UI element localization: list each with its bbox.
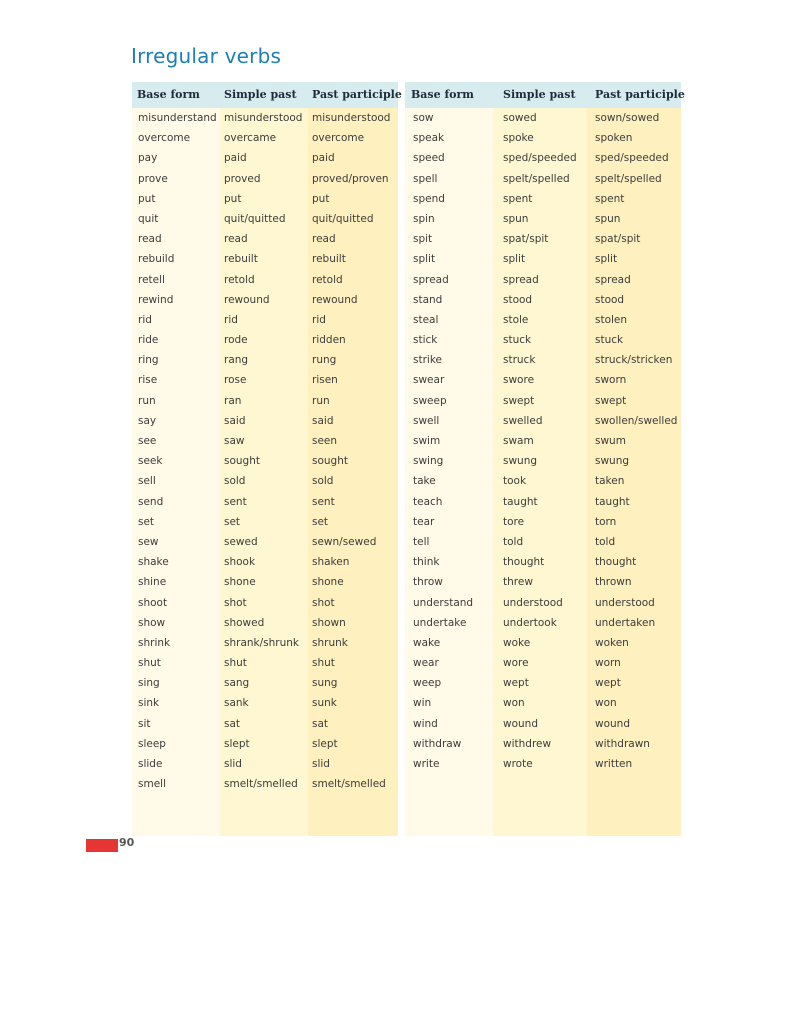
cell-base-form: sweep bbox=[413, 394, 447, 407]
cell-simple-past: wound bbox=[503, 717, 538, 730]
table-row bbox=[132, 249, 398, 269]
cell-past-participle: overcome bbox=[312, 132, 365, 145]
cell-simple-past: shut bbox=[224, 657, 247, 670]
cell-base-form: speak bbox=[413, 132, 445, 145]
cell-base-form: spin bbox=[413, 212, 435, 225]
table-header bbox=[405, 82, 685, 108]
table-row bbox=[132, 512, 398, 532]
cell-base-form: spread bbox=[413, 273, 449, 286]
cell-base-form: undertake bbox=[413, 616, 467, 629]
cell-simple-past: swelled bbox=[503, 414, 543, 427]
cell-simple-past: tore bbox=[503, 515, 525, 528]
cell-simple-past: rang bbox=[224, 354, 249, 367]
cell-past-participle: woken bbox=[595, 636, 629, 649]
table-row bbox=[405, 714, 681, 734]
cell-simple-past: sank bbox=[224, 697, 249, 710]
cell-base-form: misunderstand bbox=[138, 112, 217, 124]
cell-base-form: split bbox=[413, 253, 436, 266]
cell-base-form: teach bbox=[413, 495, 443, 508]
cell-past-participle: told bbox=[595, 535, 616, 548]
table-row bbox=[405, 451, 681, 471]
cell-past-participle: said bbox=[312, 414, 334, 427]
table-row bbox=[132, 693, 398, 713]
cell-past-participle: rebuilt bbox=[312, 253, 346, 266]
cell-simple-past: struck bbox=[503, 354, 536, 367]
cell-past-participle: sold bbox=[312, 475, 334, 488]
table-row bbox=[405, 229, 681, 249]
cell-past-participle: spoken bbox=[595, 132, 633, 145]
cell-past-participle: rewound bbox=[312, 293, 358, 306]
cell-base-form: shut bbox=[138, 657, 161, 670]
cell-past-participle: spent bbox=[595, 192, 625, 205]
table-row bbox=[132, 169, 398, 189]
table-row bbox=[405, 653, 681, 673]
cell-past-participle: paid bbox=[312, 152, 335, 165]
cell-past-participle: taught bbox=[595, 495, 630, 508]
cell-simple-past: read bbox=[224, 233, 248, 246]
cell-past-participle: split bbox=[595, 253, 618, 266]
cell-simple-past: told bbox=[503, 535, 524, 548]
cell-past-participle: set bbox=[312, 515, 329, 528]
verb-table-right bbox=[405, 82, 685, 836]
cell-base-form: overcome bbox=[138, 132, 191, 145]
cell-base-form: spend bbox=[413, 192, 445, 205]
table-row bbox=[405, 673, 681, 693]
cell-past-participle: quit/quitted bbox=[312, 212, 374, 225]
table-row bbox=[405, 350, 681, 370]
cell-base-form: wind bbox=[413, 717, 438, 730]
cell-base-form: quit bbox=[138, 212, 159, 225]
table-row bbox=[132, 229, 398, 249]
cell-past-participle: proved/proven bbox=[312, 172, 389, 185]
cell-past-participle: swung bbox=[595, 455, 630, 468]
cell-past-participle: sown/sowed bbox=[595, 112, 660, 124]
cell-past-participle: misunderstood bbox=[312, 112, 391, 124]
table-row bbox=[132, 330, 398, 350]
cell-simple-past: sewed bbox=[224, 535, 258, 548]
table-row bbox=[132, 613, 398, 633]
table-row bbox=[132, 572, 398, 592]
cell-past-participle: sought bbox=[312, 455, 348, 468]
page-number-bar bbox=[86, 839, 118, 852]
cell-past-participle: wound bbox=[595, 717, 630, 730]
table-row bbox=[405, 471, 681, 491]
cell-base-form: put bbox=[138, 192, 156, 205]
cell-past-participle: swollen/swelled bbox=[595, 414, 678, 427]
table-row bbox=[405, 754, 681, 774]
cell-simple-past: sent bbox=[224, 495, 247, 508]
cell-base-form: sing bbox=[138, 677, 160, 690]
cell-simple-past: withdrew bbox=[503, 737, 552, 750]
verb-table-left bbox=[132, 82, 402, 836]
cell-base-form: sleep bbox=[138, 737, 166, 750]
table-row bbox=[132, 148, 398, 168]
table-row bbox=[405, 552, 681, 572]
cell-past-participle: smelt/smelled bbox=[312, 778, 386, 791]
cell-simple-past: woke bbox=[503, 636, 531, 649]
cell-base-form: retell bbox=[138, 273, 165, 286]
cell-base-form: shrink bbox=[138, 636, 171, 649]
cell-simple-past: slept bbox=[224, 737, 250, 750]
cell-simple-past: stuck bbox=[503, 334, 532, 347]
table-row bbox=[405, 512, 681, 532]
cell-base-form: set bbox=[138, 515, 155, 528]
table-row bbox=[405, 391, 681, 411]
table-header bbox=[132, 82, 402, 108]
cell-past-participle: put bbox=[312, 192, 330, 205]
cell-simple-past: proved bbox=[224, 172, 261, 185]
cell-simple-past: shone bbox=[224, 576, 256, 589]
cell-simple-past: spelt/spelled bbox=[503, 172, 570, 185]
cell-base-form: prove bbox=[138, 172, 168, 185]
cell-simple-past: split bbox=[503, 253, 526, 266]
cell-past-participle: slid bbox=[312, 758, 330, 770]
table-row bbox=[132, 350, 398, 370]
table-row bbox=[405, 593, 681, 613]
table-row bbox=[405, 693, 681, 713]
cell-past-participle: stood bbox=[595, 293, 625, 306]
cell-simple-past: spoke bbox=[503, 132, 534, 145]
cell-past-participle: ridden bbox=[312, 334, 346, 347]
cell-base-form: seek bbox=[138, 455, 163, 468]
cell-past-participle: won bbox=[595, 697, 617, 710]
cell-past-participle: swum bbox=[595, 435, 626, 447]
cell-past-participle: wept bbox=[595, 677, 621, 690]
cell-past-participle: sped/speeded bbox=[595, 152, 669, 165]
cell-base-form: sew bbox=[138, 535, 159, 548]
cell-base-form: show bbox=[138, 616, 166, 629]
cell-base-form: shine bbox=[138, 576, 167, 589]
table-row bbox=[132, 411, 398, 431]
cell-past-participle: shaken bbox=[312, 556, 350, 569]
cell-past-participle: withdrawn bbox=[595, 737, 650, 750]
cell-past-participle: sewn/sewed bbox=[312, 535, 377, 548]
cell-simple-past: paid bbox=[224, 152, 247, 165]
table-row bbox=[132, 108, 398, 128]
table-row bbox=[405, 108, 681, 128]
cell-simple-past: saw bbox=[224, 435, 245, 447]
cell-past-participle: sunk bbox=[312, 697, 337, 710]
table-row bbox=[405, 209, 681, 229]
table-row bbox=[405, 492, 681, 512]
cell-past-participle: understood bbox=[595, 596, 655, 609]
table-row bbox=[405, 189, 681, 209]
header-simple-past: Simple past bbox=[224, 88, 297, 101]
cell-past-participle: risen bbox=[312, 374, 338, 387]
table-row bbox=[132, 290, 398, 310]
cell-past-participle: retold bbox=[312, 273, 343, 286]
cell-past-participle: run bbox=[312, 394, 330, 407]
cell-base-form: rewind bbox=[138, 293, 174, 306]
cell-past-participle: rid bbox=[312, 313, 326, 326]
cell-base-form: steal bbox=[413, 313, 439, 326]
cell-base-form: smell bbox=[138, 778, 166, 791]
cell-past-participle: thrown bbox=[595, 576, 632, 589]
cell-base-form: sell bbox=[138, 475, 156, 488]
table-row bbox=[132, 754, 398, 774]
cell-base-form: rise bbox=[138, 374, 158, 387]
cell-simple-past: sang bbox=[224, 677, 250, 690]
cell-past-participle: shown bbox=[312, 616, 346, 629]
table-row bbox=[132, 552, 398, 572]
cell-past-participle: sworn bbox=[595, 374, 627, 387]
cell-base-form: spell bbox=[413, 172, 438, 185]
table-row bbox=[405, 613, 681, 633]
cell-simple-past: sought bbox=[224, 455, 260, 468]
table-row bbox=[405, 148, 681, 168]
cell-base-form: say bbox=[138, 414, 157, 427]
cell-base-form: ring bbox=[138, 354, 159, 367]
cell-past-participle: thought bbox=[595, 556, 637, 569]
cell-base-form: pay bbox=[138, 152, 158, 165]
table-row bbox=[132, 391, 398, 411]
page-number: 90 bbox=[119, 836, 135, 849]
cell-simple-past: said bbox=[224, 414, 246, 427]
cell-base-form: withdraw bbox=[413, 737, 462, 750]
table-row bbox=[405, 330, 681, 350]
table-body-right bbox=[405, 108, 681, 774]
table-row bbox=[132, 633, 398, 653]
cell-simple-past: showed bbox=[224, 616, 265, 629]
cell-base-form: understand bbox=[413, 596, 474, 609]
cell-simple-past: shrank/shrunk bbox=[224, 636, 299, 649]
cell-base-form: rid bbox=[138, 313, 152, 326]
cell-past-participle: written bbox=[595, 758, 633, 770]
cell-past-participle: swept bbox=[595, 394, 627, 407]
cell-simple-past: stood bbox=[503, 293, 533, 306]
cell-simple-past: took bbox=[503, 475, 527, 488]
cell-simple-past: swam bbox=[503, 435, 534, 447]
cell-simple-past: rebuilt bbox=[224, 253, 258, 266]
cell-base-form: swim bbox=[413, 435, 441, 447]
cell-simple-past: rid bbox=[224, 313, 238, 326]
cell-base-form: wake bbox=[413, 636, 441, 649]
cell-base-form: sow bbox=[413, 112, 434, 124]
cell-simple-past: sowed bbox=[503, 112, 537, 124]
cell-simple-past: rewound bbox=[224, 293, 270, 306]
table-row bbox=[132, 471, 398, 491]
table-row bbox=[132, 310, 398, 330]
cell-past-participle: rung bbox=[312, 354, 337, 367]
cell-past-participle: sent bbox=[312, 495, 335, 508]
cell-simple-past: wrote bbox=[503, 758, 533, 770]
cell-simple-past: sold bbox=[224, 475, 246, 488]
table-row bbox=[132, 593, 398, 613]
cell-simple-past: rode bbox=[224, 334, 248, 347]
cell-base-form: stick bbox=[413, 334, 438, 347]
cell-past-participle: spelt/spelled bbox=[595, 172, 662, 185]
cell-past-participle: slept bbox=[312, 737, 338, 750]
cell-base-form: strike bbox=[413, 354, 442, 367]
table-row bbox=[405, 633, 681, 653]
cell-past-participle: shrunk bbox=[312, 636, 348, 649]
cell-simple-past: set bbox=[224, 515, 241, 528]
cell-past-participle: torn bbox=[595, 515, 617, 528]
cell-base-form: see bbox=[138, 435, 157, 447]
table-row bbox=[405, 169, 681, 189]
table-row bbox=[405, 270, 681, 290]
cell-base-form: spit bbox=[413, 233, 433, 246]
cell-simple-past: spun bbox=[503, 212, 529, 225]
table-row bbox=[405, 431, 681, 451]
table-row bbox=[132, 209, 398, 229]
cell-simple-past: smelt/smelled bbox=[224, 778, 298, 791]
table-row bbox=[405, 128, 681, 148]
cell-base-form: win bbox=[413, 697, 432, 710]
cell-base-form: slide bbox=[138, 758, 163, 770]
cell-past-participle: sat bbox=[312, 717, 329, 730]
table-row bbox=[132, 451, 398, 471]
cell-base-form: send bbox=[138, 495, 164, 508]
cell-simple-past: slid bbox=[224, 758, 242, 770]
cell-past-participle: spun bbox=[595, 212, 621, 225]
cell-past-participle: read bbox=[312, 233, 336, 246]
cell-simple-past: undertook bbox=[503, 616, 557, 629]
cell-base-form: sit bbox=[138, 717, 151, 730]
table-row bbox=[405, 734, 681, 754]
table-row bbox=[405, 249, 681, 269]
cell-simple-past: won bbox=[503, 697, 525, 710]
table-row bbox=[405, 370, 681, 390]
table-body-left bbox=[132, 108, 398, 794]
cell-simple-past: overcame bbox=[224, 132, 277, 145]
table-row bbox=[132, 370, 398, 390]
cell-simple-past: spat/spit bbox=[503, 233, 549, 246]
cell-simple-past: quit/quitted bbox=[224, 212, 286, 225]
cell-simple-past: swore bbox=[503, 374, 535, 387]
cell-simple-past: sped/speeded bbox=[503, 152, 577, 165]
cell-past-participle: spread bbox=[595, 273, 631, 286]
cell-simple-past: understood bbox=[503, 596, 563, 609]
cell-base-form: stand bbox=[413, 293, 443, 306]
cell-past-participle: spat/spit bbox=[595, 233, 641, 246]
cell-base-form: ride bbox=[138, 334, 159, 347]
table-row bbox=[132, 774, 398, 794]
cell-past-participle: shot bbox=[312, 596, 335, 609]
cell-base-form: tell bbox=[413, 535, 430, 548]
cell-past-participle: sung bbox=[312, 677, 338, 690]
cell-base-form: tear bbox=[413, 515, 435, 528]
cell-simple-past: thought bbox=[503, 556, 545, 569]
cell-simple-past: swept bbox=[503, 394, 535, 407]
cell-base-form: weep bbox=[413, 677, 442, 690]
cell-base-form: sink bbox=[138, 697, 160, 710]
cell-past-participle: worn bbox=[595, 657, 621, 670]
cell-simple-past: put bbox=[224, 192, 242, 205]
table-row bbox=[132, 653, 398, 673]
header-past-participle: Past participle bbox=[312, 88, 402, 101]
table-row bbox=[405, 572, 681, 592]
cell-base-form: shake bbox=[138, 556, 169, 569]
header-past-participle: Past participle bbox=[595, 88, 685, 101]
table-row bbox=[132, 673, 398, 693]
cell-simple-past: wept bbox=[503, 677, 529, 690]
cell-past-participle: shone bbox=[312, 576, 344, 589]
cell-simple-past: spread bbox=[503, 273, 539, 286]
cell-base-form: shoot bbox=[138, 596, 168, 609]
table-row bbox=[132, 492, 398, 512]
cell-base-form: run bbox=[138, 394, 156, 407]
cell-simple-past: spent bbox=[503, 192, 533, 205]
cell-past-participle: struck/stricken bbox=[595, 354, 673, 367]
cell-simple-past: misunderstood bbox=[224, 112, 303, 124]
table-row bbox=[132, 431, 398, 451]
cell-base-form: wear bbox=[413, 657, 439, 670]
table-row bbox=[132, 189, 398, 209]
cell-simple-past: threw bbox=[503, 576, 533, 589]
table-row bbox=[132, 270, 398, 290]
cell-past-participle: stolen bbox=[595, 313, 628, 326]
page-title: Irregular verbs bbox=[131, 44, 282, 68]
cell-simple-past: retold bbox=[224, 273, 255, 286]
cell-simple-past: shook bbox=[224, 556, 256, 569]
cell-past-participle: taken bbox=[595, 475, 625, 488]
cell-base-form: take bbox=[413, 475, 436, 488]
cell-past-participle: stuck bbox=[595, 334, 624, 347]
header-base-form: Base form bbox=[137, 88, 200, 101]
cell-simple-past: swung bbox=[503, 455, 538, 468]
cell-base-form: rebuild bbox=[138, 253, 175, 266]
cell-base-form: think bbox=[413, 556, 440, 569]
table-row bbox=[132, 714, 398, 734]
cell-base-form: write bbox=[413, 758, 440, 770]
cell-simple-past: rose bbox=[224, 374, 247, 387]
cell-base-form: throw bbox=[413, 576, 443, 589]
cell-simple-past: shot bbox=[224, 596, 247, 609]
cell-past-participle: shut bbox=[312, 657, 335, 670]
cell-base-form: swing bbox=[413, 455, 444, 468]
cell-simple-past: taught bbox=[503, 495, 538, 508]
cell-base-form: read bbox=[138, 233, 162, 246]
cell-base-form: swear bbox=[413, 374, 445, 387]
table-row bbox=[405, 411, 681, 431]
cell-past-participle: undertaken bbox=[595, 616, 656, 629]
cell-simple-past: ran bbox=[224, 394, 242, 407]
cell-base-form: speed bbox=[413, 152, 445, 165]
cell-simple-past: sat bbox=[224, 717, 241, 730]
table-row bbox=[405, 290, 681, 310]
cell-simple-past: stole bbox=[503, 313, 529, 326]
header-base-form: Base form bbox=[411, 88, 474, 101]
table-row bbox=[132, 734, 398, 754]
cell-base-form: swell bbox=[413, 414, 440, 427]
cell-past-participle: seen bbox=[312, 435, 338, 447]
table-row bbox=[405, 532, 681, 552]
cell-simple-past: wore bbox=[503, 657, 529, 670]
table-row bbox=[132, 128, 398, 148]
header-simple-past: Simple past bbox=[503, 88, 576, 101]
table-row bbox=[405, 310, 681, 330]
table-row bbox=[132, 532, 398, 552]
